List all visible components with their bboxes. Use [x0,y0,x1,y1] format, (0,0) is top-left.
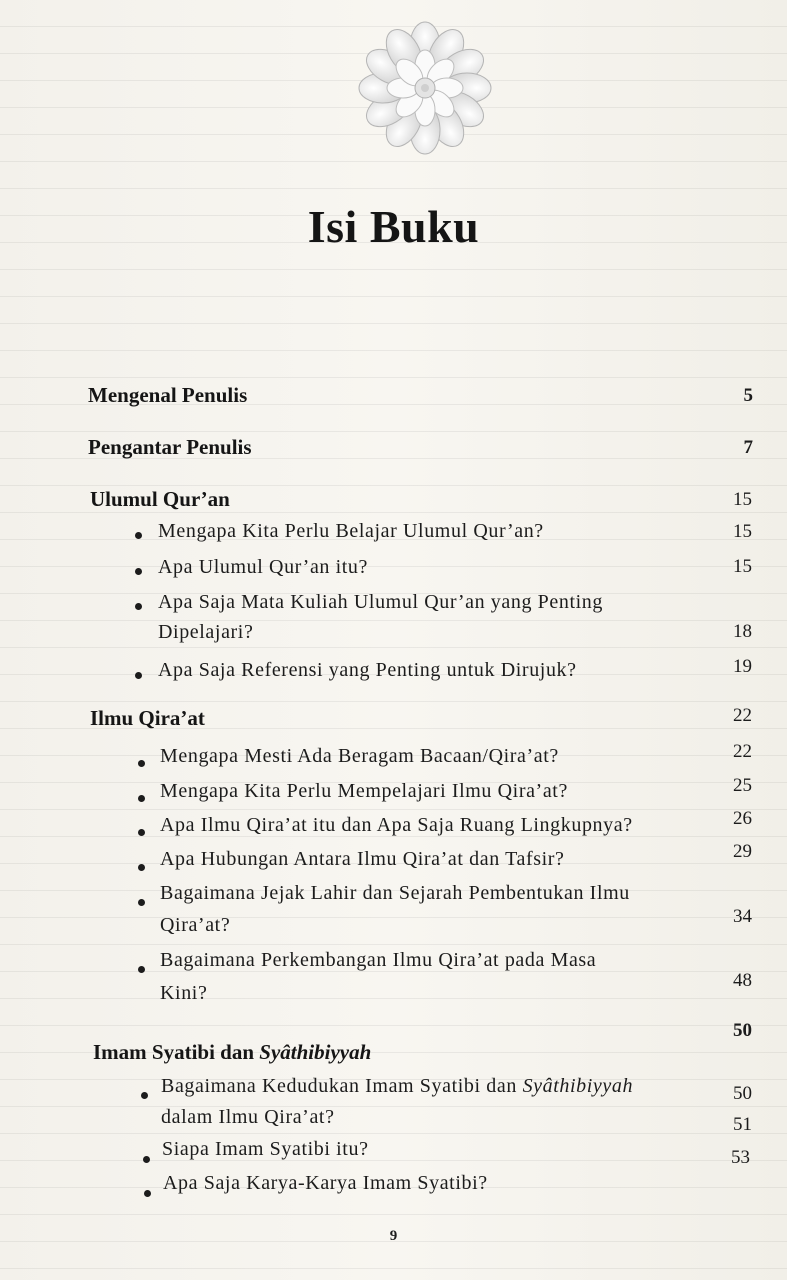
toc-entry[interactable]: Apa Ilmu Qira’at itu dan Apa Saja Ruang Lingkupnya? [160,814,633,836]
toc-entry[interactable]: Bagaimana Perkembangan Ilmu Qira’at pada Masa [160,949,597,971]
chapter-ilmu-qiraat[interactable]: Ilmu Qira’at [90,706,205,730]
entry-text-plain: Bagaimana Kedudukan Imam Syatibi dan [161,1075,523,1097]
bullet-icon [138,864,145,871]
bullet-icon [138,899,145,906]
toc-entry-continuation[interactable]: Kini? [160,982,208,1004]
bullet-icon [135,672,142,679]
entry-text-italic: Syâthibiyyah [522,1075,634,1097]
bullet-icon [138,829,145,836]
bullet-icon [135,603,142,610]
chapter-page-number: 7 [743,437,753,458]
entry-page-number: 29 [733,841,752,862]
entry-page-number: 15 [733,556,752,577]
toc-entry-continuation[interactable]: dalam Ilmu Qira’at? [161,1106,335,1128]
entry-page-number: 48 [733,970,752,991]
toc-entry[interactable]: Apa Hubungan Antara Ilmu Qira’at dan Tafsir? [160,848,565,870]
page-title: Isi Buku [307,201,480,252]
chapter-page-number: 15 [733,489,752,510]
chapter-title-plain: Imam Syatibi dan [93,1040,260,1064]
entry-page-number: 26 [733,808,752,829]
bullet-icon [144,1190,151,1197]
page-number: 9 [389,1228,398,1244]
toc-entry[interactable]: Apa Saja Karya-Karya Imam Syatibi? [163,1172,488,1194]
toc-entry[interactable]: Bagaimana Jejak Lahir dan Sejarah Pembentukan Ilmu [160,882,630,904]
bullet-icon [135,568,142,575]
entry-page-number: 15 [733,521,752,542]
toc-entry[interactable]: Apa Saja Referensi yang Penting untuk Dirujuk? [158,659,577,681]
toc-entry[interactable] [161,1075,633,1098]
toc-entry-continuation[interactable]: Dipelajari? [158,621,254,643]
entry-page-number: 34 [733,906,752,927]
chapter-page-number: 5 [743,385,753,406]
bullet-icon [143,1156,150,1163]
chapter-title-italic: Syâthibiyyah [259,1040,372,1064]
entry-page-number: 50 [733,1083,752,1104]
toc-entry-continuation[interactable]: Qira’at? [160,914,231,936]
entry-page-number: 18 [733,621,752,642]
bullet-icon [138,795,145,802]
chapter-mengenal-penulis[interactable]: Mengenal Penulis [88,383,248,407]
toc-entry[interactable]: Mengapa Kita Perlu Mempelajari Ilmu Qira’at? [160,780,568,802]
toc-entry[interactable]: Siapa Imam Syatibi itu? [162,1138,369,1160]
bullet-icon [135,532,142,539]
entry-page-number: 51 [733,1114,752,1135]
bullet-icon [141,1092,148,1099]
toc-entry[interactable]: Mengapa Kita Perlu Belajar Ulumul Qur’an? [158,520,544,542]
chapter-pengantar-penulis[interactable]: Pengantar Penulis [88,435,252,459]
bullet-icon [138,760,145,767]
entry-page-number: 53 [731,1147,750,1168]
chapter-page-number: 22 [733,705,752,726]
entry-page-number: 19 [733,656,752,677]
entry-page-number: 22 [733,741,752,762]
toc-entry[interactable]: Apa Saja Mata Kuliah Ulumul Qur’an yang Penting [158,591,603,613]
bullet-icon [138,966,145,973]
toc-entry[interactable]: Apa Ulumul Qur’an itu? [158,556,369,578]
entry-page-number: 25 [733,775,752,796]
toc-entry[interactable]: Mengapa Mesti Ada Beragam Bacaan/Qira’at? [160,745,559,767]
chapter-imam-syatibi[interactable] [93,1040,371,1065]
chapter-ulumul-quran[interactable]: Ulumul Qur’an [90,487,230,511]
chapter-page-number: 50 [733,1020,752,1041]
